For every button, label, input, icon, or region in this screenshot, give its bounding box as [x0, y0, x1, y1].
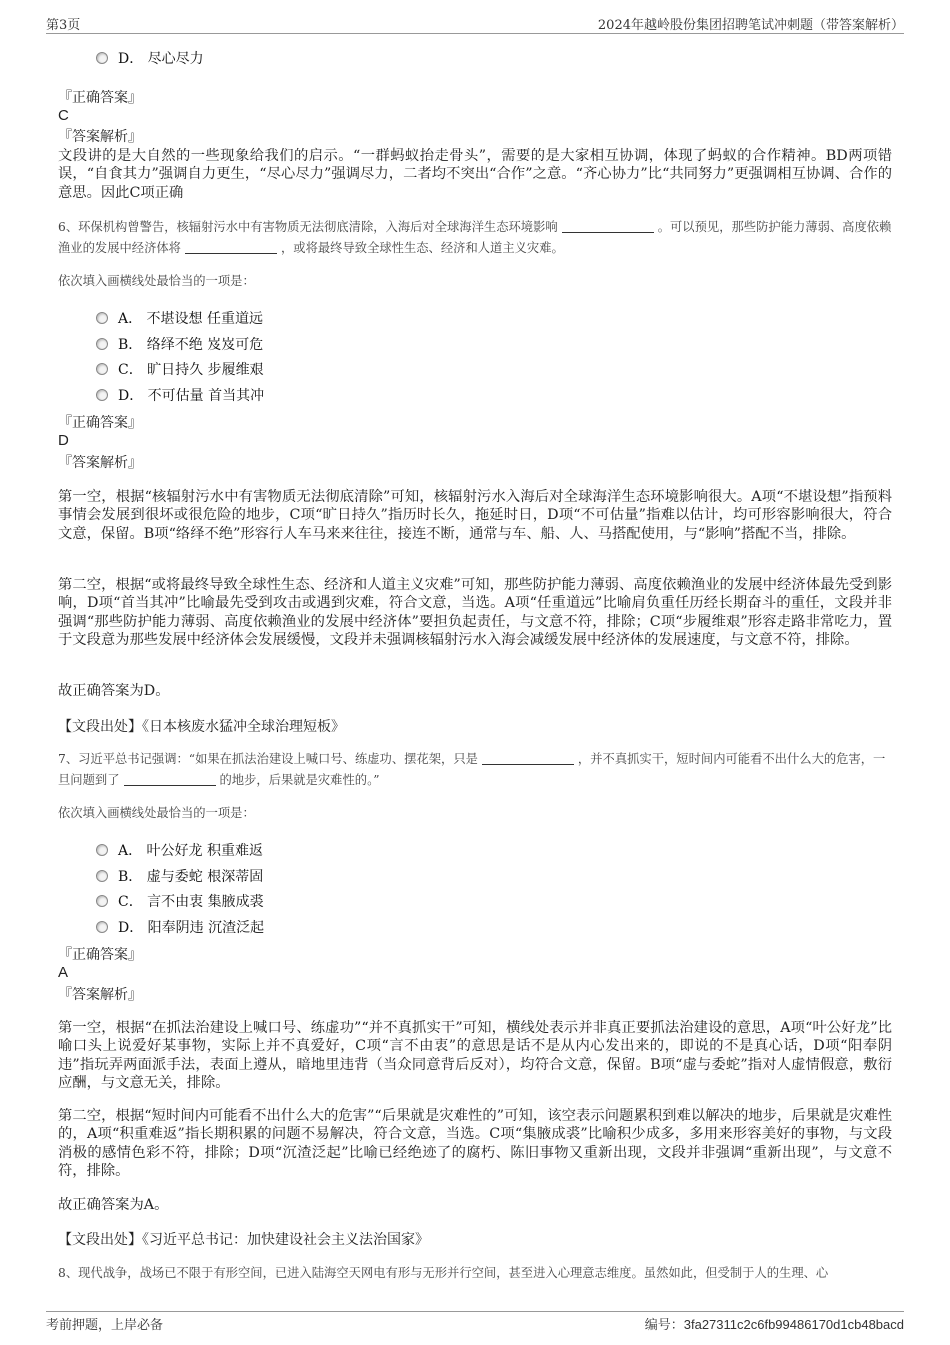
radio-icon[interactable]	[96, 312, 108, 324]
q7-answer: A	[58, 964, 69, 981]
blank-line	[185, 241, 277, 254]
q6-correct-label: 『正确答案』	[58, 415, 142, 431]
q5-analysis: 文段讲的是大自然的一些现象给我们的启示。“一群蚂蚁抬走骨头”，需要的是大家相互协调，体现了蚂蚁的合作精神。BD两项错误，“自食其力”强调自力更生，“尽心尽力”强调尽力，二者均不突出“合作”之意。“齐心协力”比“共同努力”更强调相互协调、合作的意思。因此C项正确	[58, 148, 892, 201]
radio-icon[interactable]	[96, 844, 108, 856]
q6-option-c[interactable]: C． 旷日持久 步履维艰	[96, 359, 264, 379]
q7-option-a[interactable]: A． 叶公好龙 积重难返	[96, 840, 263, 860]
q6-option-d[interactable]: D． 不可估量 首当其冲	[96, 385, 264, 405]
q5-option-d[interactable]: D． 尽心尽力	[96, 48, 204, 68]
q6-source: 【文段出处】《日本核废水猛冲全球治理短板》	[58, 719, 345, 735]
radio-icon[interactable]	[96, 52, 108, 64]
footer-divider	[46, 1311, 904, 1312]
q5-analysis-label: 『答案解析』	[58, 129, 142, 145]
q7-conclusion: 故正确答案为A。	[58, 1197, 169, 1213]
document-code: 编号：3fa27311c2c6fb99486170d1cb48bacd	[644, 1317, 904, 1333]
q6-conclusion: 故正确答案为D。	[58, 683, 170, 699]
q7-prompt: 依次填入画横线处最恰当的一项是：	[58, 806, 255, 820]
blank-line	[482, 752, 574, 765]
q6-stem: 6、环保机构曾警告，核辐射污水中有害物质无法彻底清除，入海后对全球海洋生态环境影响 。可以预见，那些防护能力薄弱、高度依赖渔业的发展中经济体将 ，或将最终导致全球性生态、经济和人道主义灾难。	[58, 220, 892, 255]
q8-stem: 8、现代战争，战场已不限于有形空间，已进入陆海空天网电有形与无形并行空间，甚至进入心理意志维度。虽然如此，但受制于人的生理、心	[58, 1266, 829, 1280]
page-footer	[46, 1314, 904, 1333]
q6-prompt: 依次填入画横线处最恰当的一项是：	[58, 274, 255, 288]
q6-analysis-p2: 第二空，根据“或将最终导致全球性生态、经济和人道主义灾难”可知，那些防护能力薄弱、高度依赖渔业的发展中经济体最先受到影响，D项“首当其冲”比喻最先受到攻击或遇到灾难，符合文意，当选。A项“任重道远”比喻肩负重任历经长期奋斗的重任，文段并非强调“那些防护能力薄弱、高度依赖渔业的发展中经济体”要担负起责任，与文意不符，排除；C项“步履维艰”形容走路非常吃力，置于文段意为那些发展中经济体会发展缓慢，文段并未强调核辐射污水入海会减缓发展中经济体的发展速度，与文意不符，排除。	[58, 577, 892, 649]
page-header	[46, 14, 904, 33]
q7-stem: 7、习近平总书记强调：“如果在抓法治建设上喊口号、练虚功、摆花架，只是 ，并不真抓实干，短时间内可能看不出什么大的危害，一旦问题到了 的地步，后果就是灾难性的。”	[58, 752, 886, 787]
page-number: 第3页	[46, 18, 81, 33]
q5-correct-label: 『正确答案』	[58, 90, 142, 106]
q6-option-a[interactable]: A． 不堪设想 任重道远	[96, 308, 263, 328]
q7-analysis-label: 『答案解析』	[58, 987, 142, 1003]
blank-line	[562, 220, 654, 233]
q6-option-b[interactable]: B． 络绎不绝 岌岌可危	[96, 334, 263, 354]
q7-correct-label: 『正确答案』	[58, 947, 142, 963]
radio-icon[interactable]	[96, 389, 108, 401]
blank-line	[124, 773, 216, 786]
q7-option-c[interactable]: C． 言不由衷 集腋成裘	[96, 891, 264, 911]
radio-icon[interactable]	[96, 363, 108, 375]
radio-icon[interactable]	[96, 870, 108, 882]
q7-analysis-p2: 第二空，根据“短时间内可能看不出什么大的危害”“后果就是灾难性的”可知，该空表示问题累积到难以解决的地步，后果就是灾难性的，A项“积重难返”指长期积累的问题不易解决，符合文意，当选。C项“集腋成裘”比喻积少成多，多用来形容美好的事物，与文段消极的感情色彩不符，排除；D项“沉渣泛起”比喻已经绝迹了的腐朽、陈旧事物又重新出现，文段并非强调“重新出现”，与文意不符，排除。	[58, 1108, 892, 1180]
radio-icon[interactable]	[96, 895, 108, 907]
q6-answer: D	[58, 432, 69, 449]
radio-icon[interactable]	[96, 921, 108, 933]
q7-option-b[interactable]: B． 虚与委蛇 根深蒂固	[96, 866, 263, 886]
radio-icon[interactable]	[96, 338, 108, 350]
document-title: 2024年越岭股份集团招聘笔试冲刺题（带答案解析）	[597, 18, 904, 33]
q5-answer: C	[58, 107, 69, 124]
q7-source: 【文段出处】《习近平总书记：加快建设社会主义法治国家》	[58, 1232, 429, 1248]
q6-analysis-p1: 第一空，根据“核辐射污水中有害物质无法彻底清除”可知，核辐射污水入海后对全球海洋生态环境影响很大。A项“不堪设想”指预料事情会发展到很坏或很危险的地步，C项“旷日持久”指历时长久，拖延时日，D项“不可估量”指难以估计，均可形容影响很大，符合文意，保留。B项“络绎不绝”形容行人车马来来往往，接连不断，通常与车、船、人、马搭配使用，与“影响”搭配不当，排除。	[58, 489, 892, 542]
q6-analysis-label: 『答案解析』	[58, 455, 142, 471]
header-divider	[46, 33, 904, 34]
footer-slogan: 考前押题，上岸必备	[46, 1318, 164, 1333]
q7-analysis-p1: 第一空，根据“在抓法治建设上喊口号、练虚功”“并不真抓实干”可知，横线处表示并非真正要抓法治建设的意思，A项“叶公好龙”比喻口头上说爱好某事物，实际上并不真爱好，C项“言不由衷”的意思是话不是从内心发出来的，即说的不是真心话，D项“阳奉阴违”指玩弄两面派手法，表面上遵从，暗地里违背（当众同意背后反对），均符合文意，保留。B项“虚与委蛇”指对人虚情假意，敷衍应酬，与文意无关，排除。	[58, 1020, 892, 1092]
q7-option-d[interactable]: D． 阳奉阴违 沉渣泛起	[96, 917, 264, 937]
